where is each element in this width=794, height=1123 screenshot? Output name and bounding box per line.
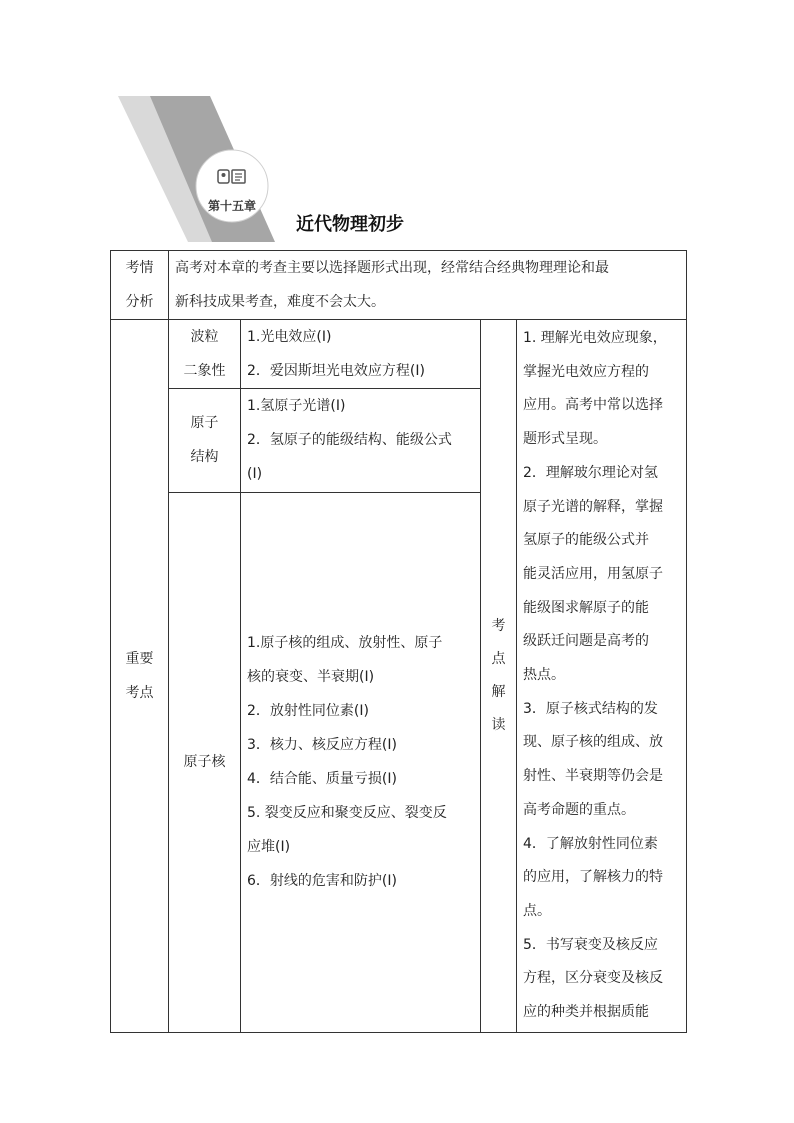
- list-item: 方程，区分衰变及核反: [523, 970, 663, 987]
- list-item: 高考命题的重点。: [523, 801, 635, 818]
- list-item: 5．书写衰变及核反应: [523, 936, 658, 953]
- topic-name-nucleus: 原子核: [169, 492, 241, 1032]
- list-item: 1. 理解光电效应现象，: [523, 330, 667, 346]
- interpretation-label: 考 点 解 读: [481, 320, 517, 1033]
- analysis-text: 高考对本章的考查主要以选择题形式出现，经常结合经典物理理论和最 新科技成果考查，难度不会太大。: [169, 251, 687, 320]
- list-item: 3．核力、核反应方程(Ⅰ): [247, 737, 397, 754]
- topic-points-wave-particle: [241, 320, 481, 389]
- list-item: 2．氢原子的能级结构、能级公式: [247, 432, 452, 449]
- list-item: 6．射线的危害和防护(Ⅰ): [247, 873, 397, 890]
- key-points-label: 重要 考点: [111, 320, 169, 1033]
- list-item: 点。: [523, 902, 551, 919]
- list-item: 核的衰变、半衰期(Ⅰ): [247, 669, 375, 686]
- list-item: (Ⅰ): [247, 466, 263, 483]
- list-item: 5. 裂变反应和聚变反应、裂变反: [247, 805, 447, 822]
- list-item: 级跃迁问题是高考的: [523, 633, 649, 650]
- list-item: 热点。: [523, 667, 565, 684]
- topic-points-atomic-structure: [241, 389, 481, 492]
- chapter-outline-table: [110, 250, 687, 1033]
- list-item: 1.氢原子光谱(Ⅰ): [247, 398, 346, 415]
- list-item: 4．了解放射性同位素: [523, 835, 658, 852]
- list-item: 1.光电效应(Ⅰ): [247, 329, 332, 346]
- list-item: 应用。高考中常以选择: [523, 397, 663, 414]
- list-item: 应堆(Ⅰ): [247, 839, 291, 856]
- list-item: 掌握光电效应方程的: [523, 363, 649, 380]
- list-item: 3．原子核式结构的发: [523, 700, 658, 717]
- topic-name-atomic-structure: 原子 结构: [169, 389, 241, 492]
- chapter-number: 第十五章: [207, 199, 256, 213]
- chapter-title: 近代物理初步: [296, 214, 404, 235]
- list-item: 2．爱因斯坦光电效应方程(Ⅰ): [247, 363, 425, 380]
- interpretation-text: [517, 320, 687, 1033]
- key-points-row-1: [111, 320, 687, 389]
- list-item: 2．理解玻尔理论对氢: [523, 464, 658, 481]
- list-item: 应的种类并根据质能: [523, 1004, 649, 1021]
- list-item: 能灵活应用，用氢原子: [523, 565, 663, 582]
- list-item: 2．放射性同位素(Ⅰ): [247, 703, 369, 720]
- analysis-row: [111, 251, 687, 320]
- list-item: 能级图求解原子的能: [523, 599, 649, 616]
- analysis-label: 考情 分析: [111, 251, 169, 320]
- topic-name-wave-particle: 波粒 二象性: [169, 320, 241, 389]
- list-item: 1.原子核的组成、放射性、原子: [247, 635, 443, 652]
- list-item: 氢原子的能级公式并: [523, 532, 649, 549]
- topic-points-nucleus: [241, 492, 481, 1032]
- list-item: 题形式呈现。: [523, 431, 607, 448]
- list-item: 原子光谱的解释，掌握: [523, 498, 663, 515]
- list-item: 射性、半衰期等仍会是: [523, 768, 663, 785]
- list-item: 4．结合能、质量亏损(Ⅰ): [247, 771, 397, 788]
- list-item: 的应用，了解核力的特: [523, 869, 663, 886]
- list-item: 现、原子核的组成、放: [523, 734, 663, 751]
